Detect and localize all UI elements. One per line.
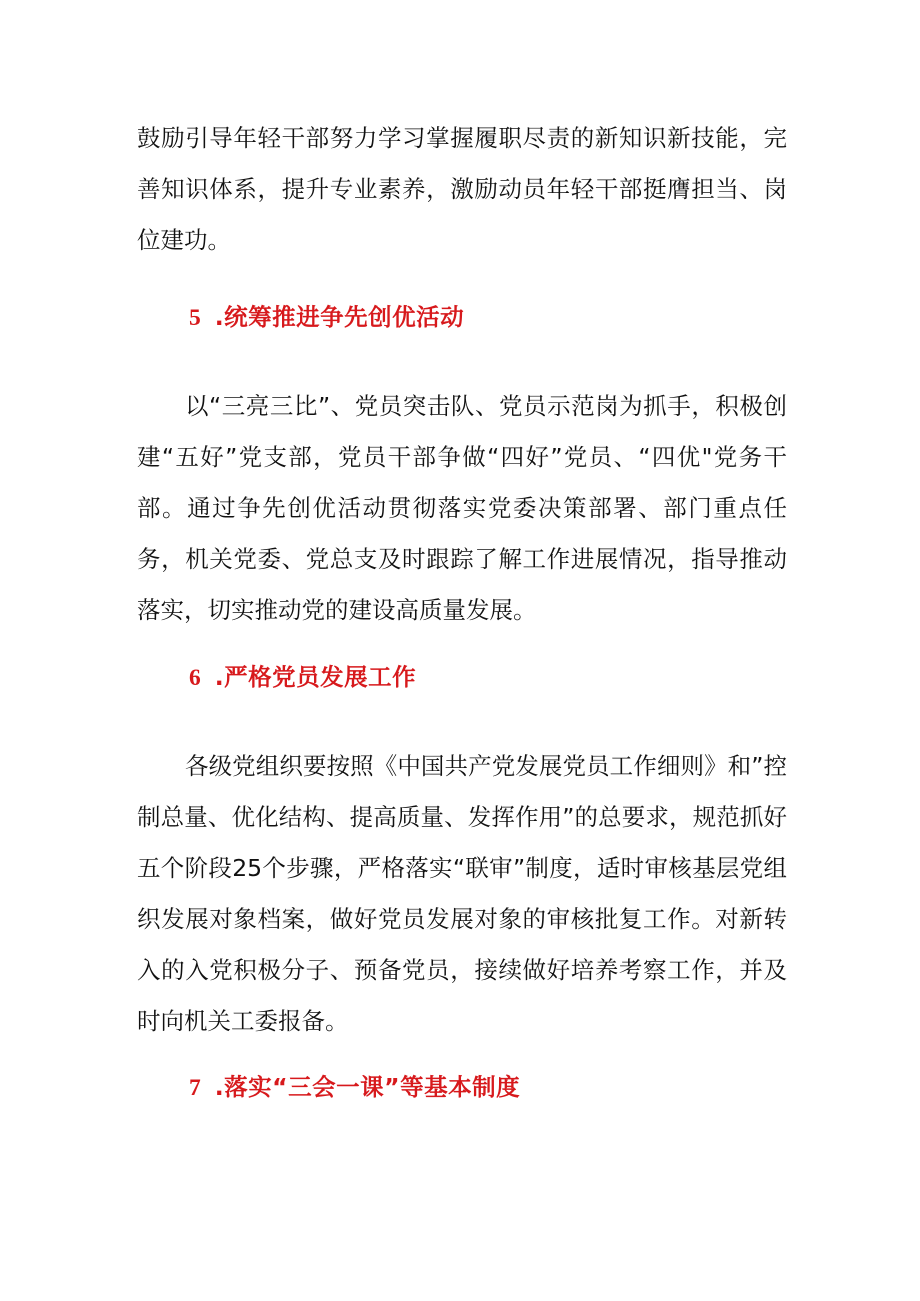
section-6-heading <box>189 657 416 698</box>
section-5-title: .统筹推进争先创优活动 <box>214 303 465 331</box>
section-7-title: .落实“三会一课”等基本制度 <box>214 1073 521 1101</box>
section-6-body: 各级党组织要按照《中国共产党发展党员工作细则》和”控制总量、优化结构、提高质量、发挥作用”的总要求，规范抓好五个阶段25个步骤，严格落实“联审”制度，适时审核基层党组织发展对象档案，做好党员发展对象的审核批复工作。对新转入的入党积极分子、预备党员，接续做好培养考察工作，并及时向机关工委报备。 <box>137 752 787 1035</box>
section-5-number: 5 <box>189 305 201 331</box>
section-5-body: 以“三亮三比”、党员突击队、党员示范岗为抓手，积极创建“五好”党支部，党员干部争做“四好”党员、“四优"党务干部。通过争先创优活动贯彻落实党委决策部署、部门重点任务，机关党委、党总支及时跟踪了解工作进展情况，指导推动落实，切实推动党的建设高质量发展。 <box>137 392 787 624</box>
intro-paragraph: 鼓励引导年轻干部努力学习掌握履职尽责的新知识新技能，完善知识体系，提升专业素养，激励动员年轻干部挺膺担当、岗位建功。 <box>137 124 787 254</box>
section-7-number: 7 <box>189 1075 201 1101</box>
section-7-heading <box>189 1067 520 1108</box>
section-5-heading <box>189 297 464 338</box>
section-6-number: 6 <box>189 665 201 691</box>
section-6-title: .严格党员发展工作 <box>214 663 417 691</box>
